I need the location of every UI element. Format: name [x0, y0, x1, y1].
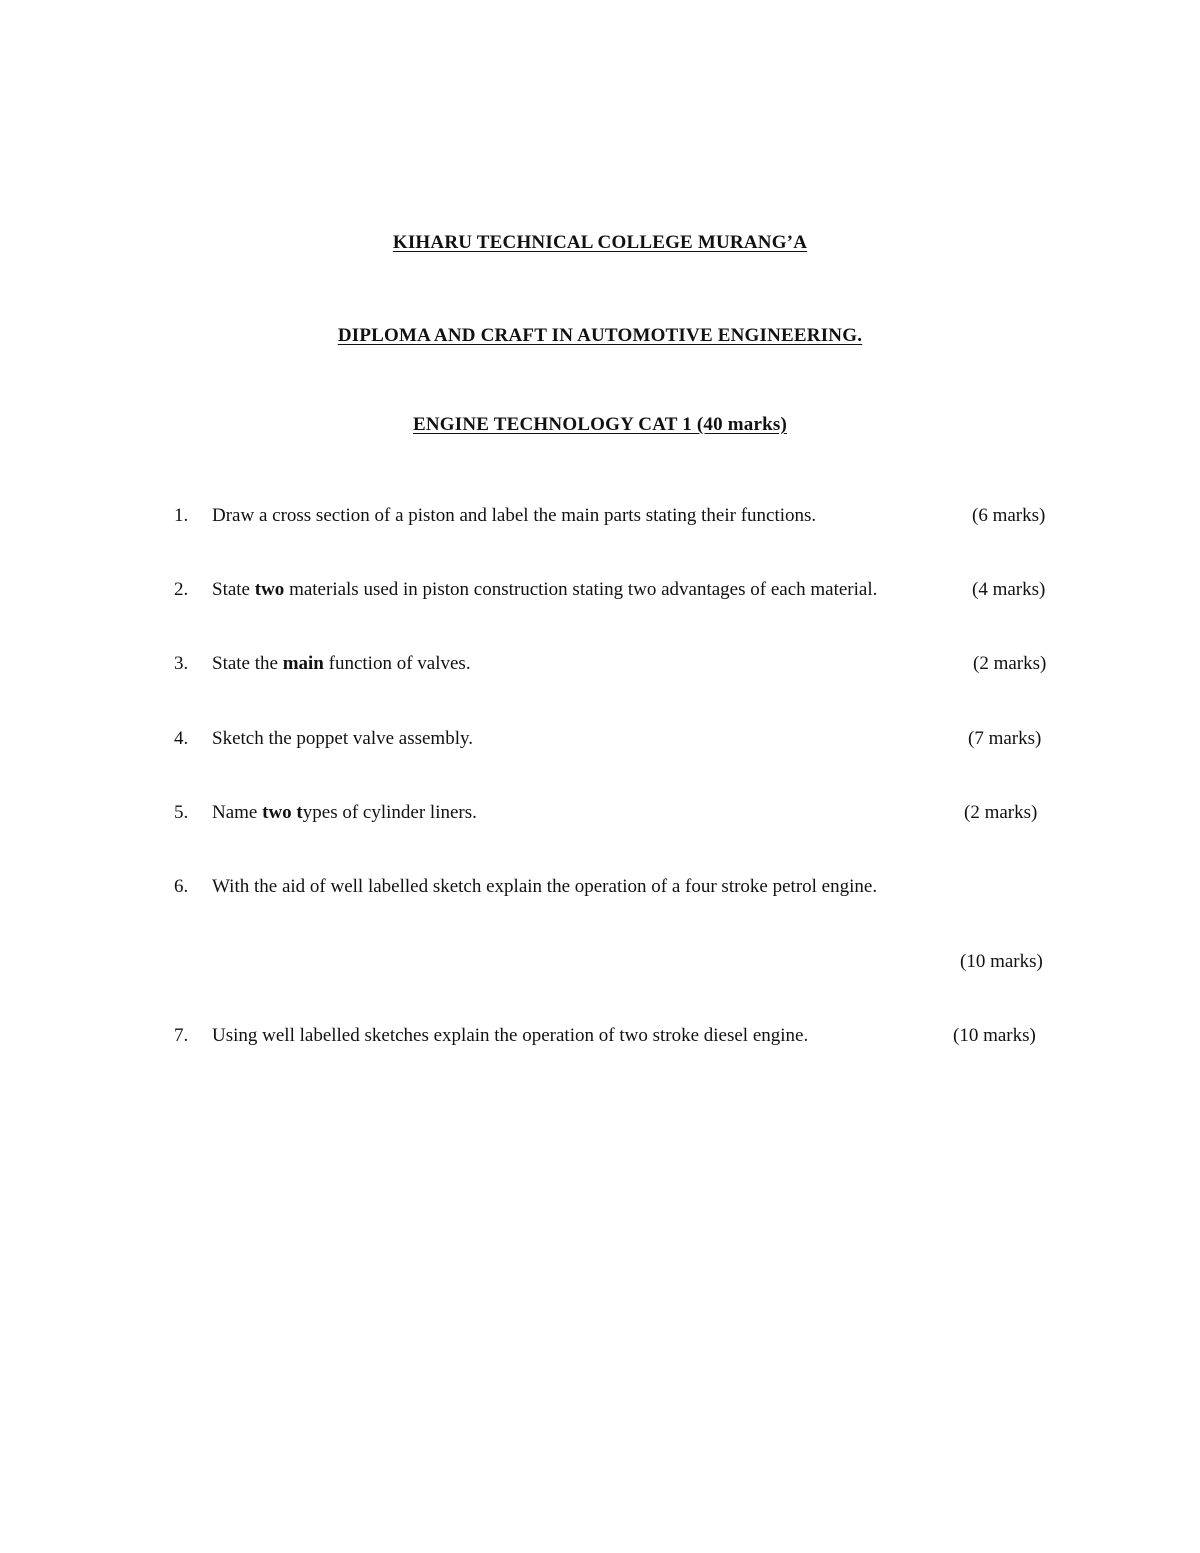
question-number: 4. — [174, 728, 189, 749]
question-5 — [0, 800, 1200, 826]
question-3 — [0, 651, 1200, 677]
question-text — [212, 651, 471, 677]
question-4 — [0, 726, 1200, 752]
question-text — [212, 800, 477, 826]
question-text: With the aid of well labelled sketch explain the operation of a four stroke petrol engine. — [212, 876, 878, 897]
question-text-part: Name — [212, 802, 263, 823]
question-number: 6. — [174, 876, 189, 897]
question-number: 2. — [174, 579, 189, 600]
question-marks: (2 marks) — [973, 653, 1047, 674]
question-text-part: State the — [212, 653, 283, 674]
question-text-part: function of valves. — [323, 653, 471, 674]
question-number: 3. — [174, 653, 189, 674]
question-text: Draw a cross section of a piston and label the main parts stating their functions. — [212, 505, 817, 526]
question-7 — [0, 1023, 1200, 1049]
question-text: Sketch the poppet valve assembly. — [212, 728, 474, 749]
question-1 — [0, 503, 1200, 529]
question-text — [212, 577, 877, 603]
question-marks: (10 marks) — [960, 951, 1043, 972]
question-marks: (10 marks) — [953, 1025, 1036, 1046]
question-emphasis: two t — [262, 802, 303, 823]
question-text-part: State — [212, 579, 255, 600]
question-emphasis: two — [254, 579, 285, 600]
question-marks: (6 marks) — [972, 505, 1046, 526]
question-2 — [0, 577, 1200, 603]
question-number: 1. — [174, 505, 189, 526]
question-text: Using well labelled sketches explain the operation of two stroke diesel engine. — [212, 1025, 809, 1046]
question-6 — [0, 874, 1200, 900]
question-marks: (4 marks) — [972, 579, 1046, 600]
question-6-marks-row — [0, 949, 1200, 975]
question-marks: (7 marks) — [968, 728, 1042, 749]
question-text-part: ypes of cylinder liners. — [302, 802, 477, 823]
question-marks: (2 marks) — [964, 802, 1038, 823]
college-title: KIHARU TECHNICAL COLLEGE MURANG’A — [392, 232, 808, 253]
question-emphasis: main — [282, 653, 324, 674]
question-text-part: materials used in piston construction stating two advantages of each material. — [284, 579, 878, 600]
question-number: 7. — [174, 1025, 189, 1046]
programme-title: DIPLOMA AND CRAFT IN AUTOMOTIVE ENGINEERING. — [337, 325, 863, 346]
paper-title: ENGINE TECHNOLOGY CAT 1 (40 marks) — [413, 414, 787, 435]
question-number: 5. — [174, 802, 189, 823]
